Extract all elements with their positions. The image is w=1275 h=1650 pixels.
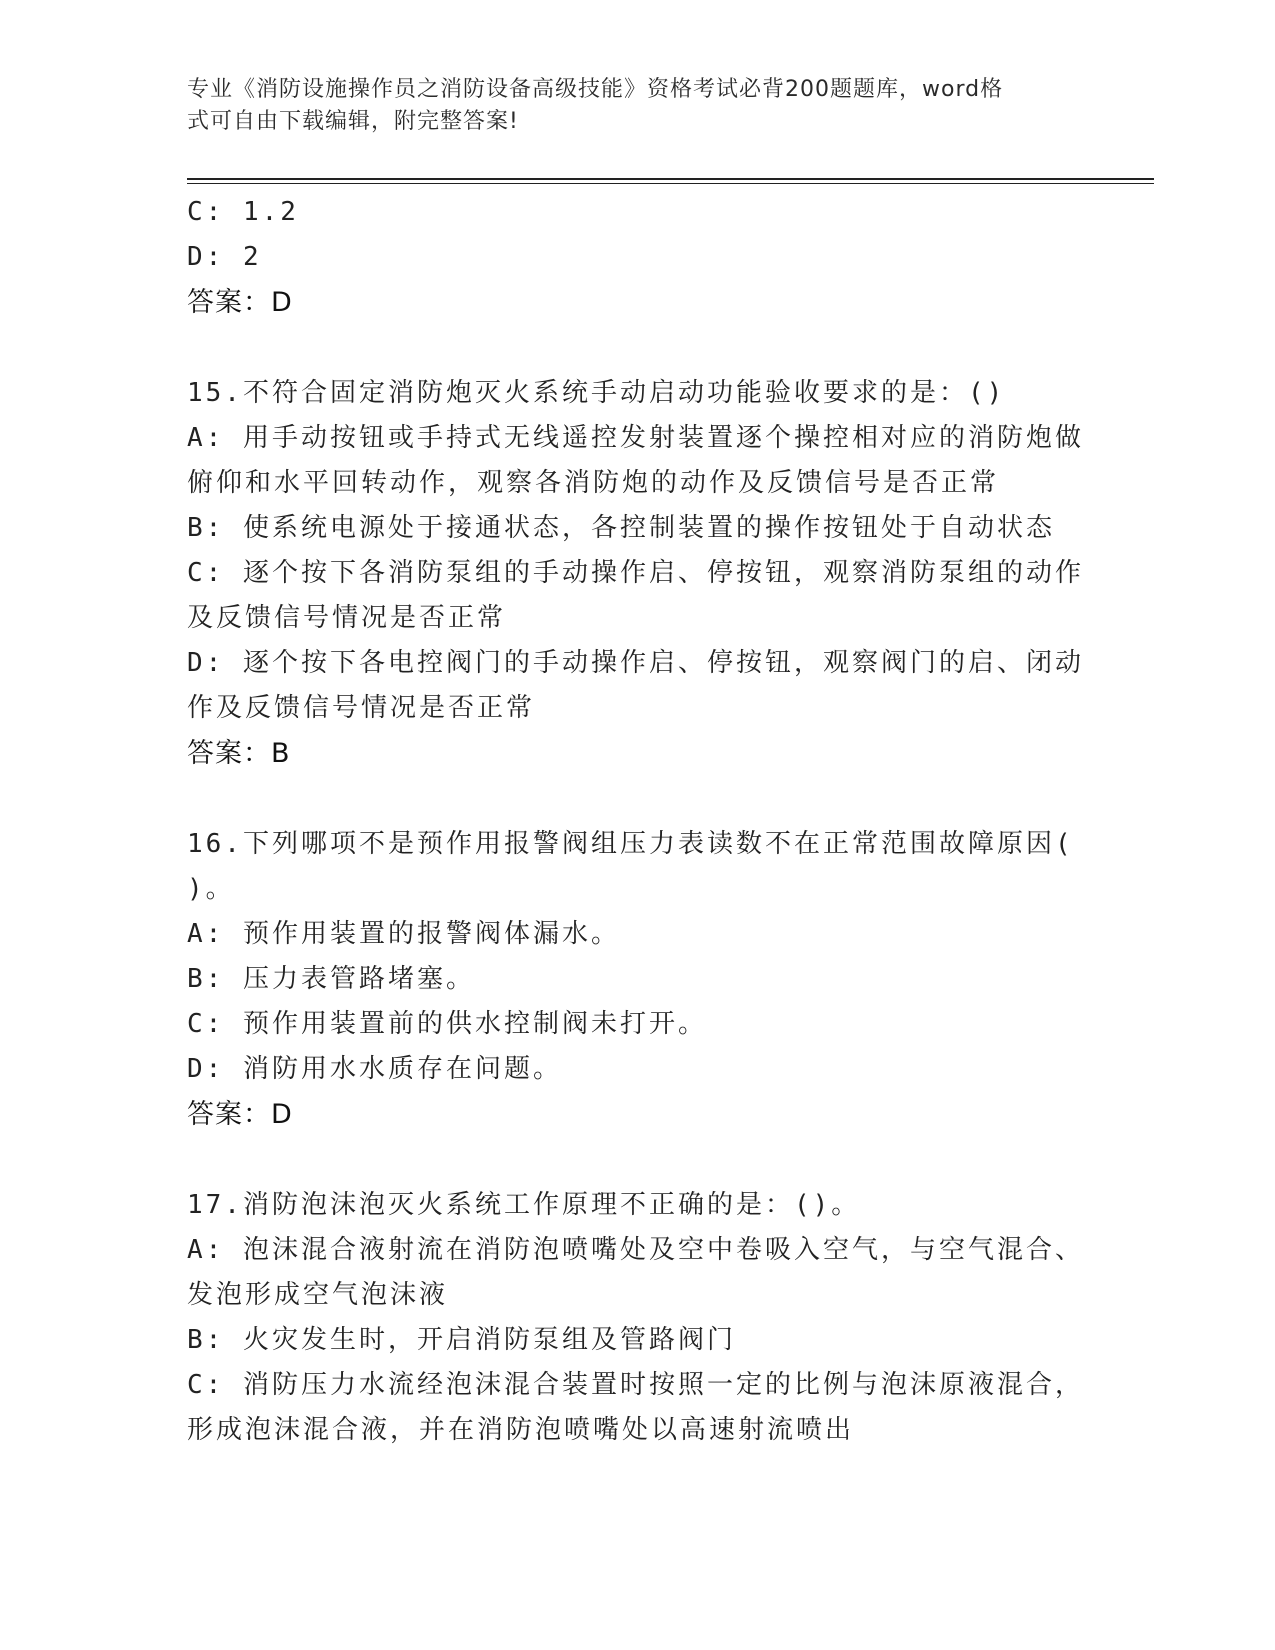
option-a-continued: 发泡形成空气泡沫液	[187, 1280, 449, 1310]
question-text: 16.下列哪项不是预作用报警阀组压力表读数不在正常范围故障原因(	[187, 829, 1074, 859]
question-text: 15.不符合固定消防炮灭火系统手动启动功能验收要求的是：()	[187, 378, 1006, 408]
option-d: D: 2	[187, 242, 262, 272]
option-b: B: 火灾发生时，开启消防泵组及管路阀门	[187, 1325, 736, 1355]
option-c: C: 1.2	[187, 197, 299, 227]
question-spacer	[187, 1137, 1087, 1183]
option-b: B: 使系统电源处于接通状态，各控制装置的操作按钮处于自动状态	[187, 513, 1055, 543]
question-15	[187, 371, 1087, 776]
question-text-continued: )。	[187, 874, 235, 904]
question-14-tail	[187, 190, 1087, 325]
option-a: A: 预作用装置的报警阀体漏水。	[187, 919, 620, 949]
option-c: C: 预作用装置前的供水控制阀未打开。	[187, 1009, 707, 1039]
option-a-continued: 俯仰和水平回转动作，观察各消防炮的动作及反馈信号是否正常	[187, 468, 1000, 498]
answer-line: 答案：D	[187, 287, 293, 318]
question-16	[187, 822, 1087, 1137]
question-17	[187, 1183, 1087, 1453]
option-d: D: 消防用水水质存在问题。	[187, 1054, 562, 1084]
option-a: A: 用手动按钮或手持式无线遥控发射装置逐个操控相对应的消防炮做	[187, 423, 1084, 453]
option-b: B: 压力表管路堵塞。	[187, 964, 475, 994]
option-c: C: 消防压力水流经泡沫混合装置时按照一定的比例与泡沫原液混合，	[187, 1370, 1084, 1400]
option-c-continued: 形成泡沫混合液，并在消防泡喷嘴处以高速射流喷出	[187, 1415, 855, 1445]
option-d-continued: 作及反馈信号情况是否正常	[187, 693, 536, 723]
option-c-continued: 及反馈信号情况是否正常	[187, 603, 507, 633]
question-spacer	[187, 325, 1087, 371]
header-divider-thick	[187, 178, 1154, 180]
answer-line: 答案：B	[187, 738, 291, 769]
question-spacer	[187, 776, 1087, 822]
option-c: C: 逐个按下各消防泵组的手动操作启、停按钮，观察消防泵组的动作	[187, 558, 1084, 588]
header-line-1: 专业《消防设施操作员之消防设备高级技能》资格考试必背200题题库，word格	[187, 77, 1004, 102]
header-line-2: 式可自由下载编辑，附完整答案!	[187, 109, 519, 134]
option-a: A: 泡沫混合液射流在消防泡喷嘴处及空中卷吸入空气，与空气混合、	[187, 1235, 1084, 1265]
page-header	[187, 74, 1087, 138]
option-d: D: 逐个按下各电控阀门的手动操作启、停按钮，观察阀门的启、闭动	[187, 648, 1084, 678]
answer-line: 答案：D	[187, 1099, 293, 1130]
header-divider-thin	[187, 183, 1154, 184]
question-content	[187, 190, 1087, 1453]
question-text: 17.消防泡沫泡灭火系统工作原理不正确的是：()。	[187, 1190, 861, 1220]
